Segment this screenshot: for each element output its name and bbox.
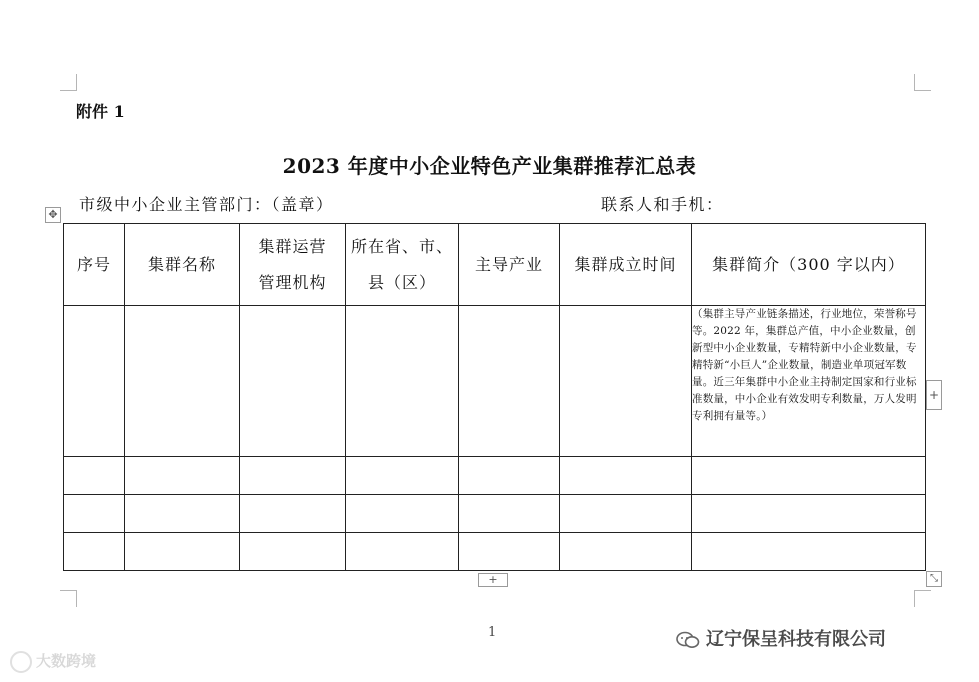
watermark-right [676,625,886,651]
table-cell[interactable] [346,532,459,570]
watermark-left-text: 大数跨境 [36,652,97,670]
table-row [64,456,926,494]
header-operating-org[interactable]: 集群运营管理机构 [240,224,346,306]
table-cell[interactable] [125,456,240,494]
department-seal-label: 市级中小企业主管部门：（盖章） [79,195,334,214]
table-header-row [64,224,926,306]
table-cell[interactable] [240,532,346,570]
page-number: 1 [488,625,497,640]
header-serial[interactable]: 序号 [64,224,125,306]
table-cell[interactable] [459,532,560,570]
table-cell[interactable] [240,306,346,456]
page-corner-mark-bottom-right [914,590,931,607]
header-cluster-intro[interactable]: 集群简介（300 字以内） [692,224,926,306]
table-cell[interactable] [125,494,240,532]
contact-label: 联系人和手机： [601,195,724,214]
table-cell[interactable] [125,532,240,570]
add-column-button[interactable]: + [926,380,942,410]
watermark-logo-icon [10,651,32,673]
table-cell[interactable] [64,456,125,494]
table-move-handle-icon[interactable]: ✥ [45,207,61,223]
table-cell[interactable] [346,456,459,494]
table-cell[interactable] [240,456,346,494]
header-established-time[interactable]: 集群成立时间 [560,224,692,306]
header-location[interactable]: 所在省、市、县（区） [346,224,459,306]
document-title: 2023 年度中小企业特色产业集群推荐汇总表 [282,154,697,178]
table-cell[interactable] [560,532,692,570]
table-cell[interactable] [346,306,459,456]
table-cell[interactable] [560,494,692,532]
header-cluster-name[interactable]: 集群名称 [125,224,240,306]
table-cell[interactable] [560,306,692,456]
table-resize-handle-icon[interactable]: ⤡ [926,571,942,587]
watermark-right-text: 辽宁保呈科技有限公司 [706,629,886,650]
table-cell[interactable] [560,456,692,494]
page-corner-mark-top-right [914,74,931,91]
table-cell[interactable] [64,532,125,570]
cluster-description-cell[interactable]: （集群主导产业链条描述，行业地位，荣誉称号等。2022 年，集群总产值，中小企业数量，创新型中小企业数量，专精特新中小企业数量，专精特新“小巨人”企业数量，制造业单项冠军数量。近三年集群中小企业主持制定国家和行业标准数量，中小企业有效发明专利数量，万人发明专利拥有量等。） [692,306,926,456]
watermark-left [10,650,96,673]
table-cell[interactable] [240,494,346,532]
table-cell[interactable] [692,456,926,494]
header-leading-industry[interactable]: 主导产业 [459,224,560,306]
page-corner-mark-top-left [60,74,77,91]
table-row [64,532,926,570]
summary-table [63,223,926,571]
table-row [64,494,926,532]
table-cell[interactable] [459,306,560,456]
table-cell[interactable] [64,494,125,532]
table-cell[interactable] [692,532,926,570]
table-cell[interactable] [459,456,560,494]
add-row-button[interactable]: + [478,573,508,587]
table-row [64,306,926,456]
page-corner-mark-bottom-left [60,590,77,607]
table-cell[interactable] [692,494,926,532]
attachment-label: 附件 1 [76,102,125,121]
wechat-icon [676,631,700,649]
table-cell[interactable] [64,306,125,456]
table-cell[interactable] [125,306,240,456]
table-cell[interactable] [346,494,459,532]
table-cell[interactable] [459,494,560,532]
